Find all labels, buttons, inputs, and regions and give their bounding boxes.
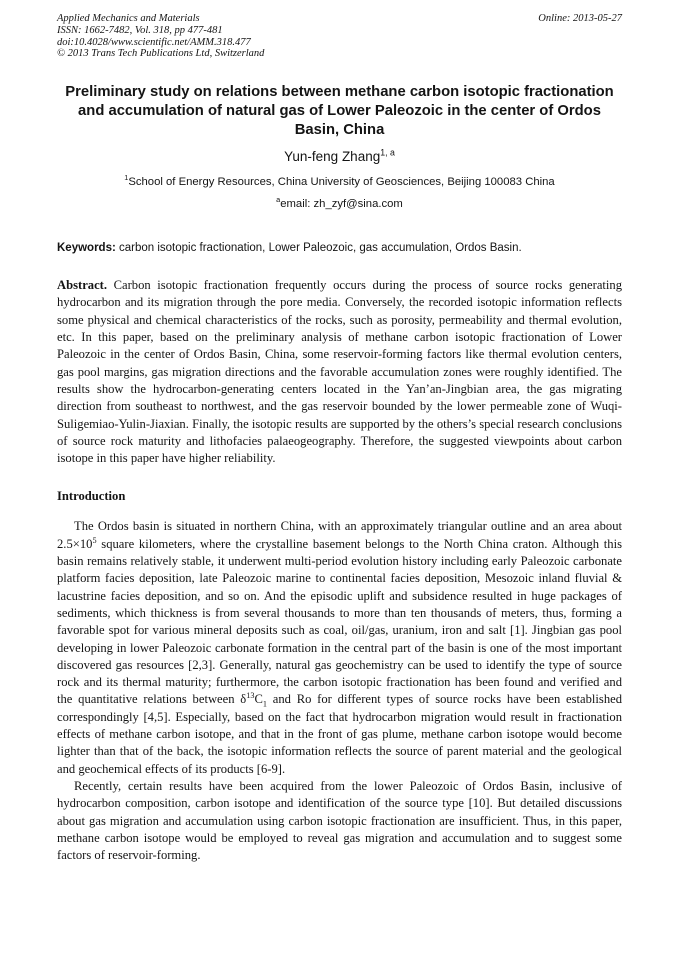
- author-line: [57, 148, 622, 165]
- email-text: email: zh_zyf@sina.com: [280, 198, 403, 211]
- issn-line: ISSN: 1662-7482, Vol. 318, pp 477-481: [57, 24, 223, 36]
- email-line: [57, 197, 622, 211]
- affiliation-text: School of Energy Resources, China University of Geosciences, Beijing 100083 China: [128, 176, 555, 189]
- intro-paragraph-1: The Ordos basin is situated in northern China, with an approximately triangular outline and an area about $2.5\times 10^5$ square kilometers, where the crystalline basement belongs to the North China craton. Although this basin remains relatively stable, it underwent multi-period evolution history including early Paleozoic carbonate platform facies deposition, late Paleozoic marine to continental facies deposition, Mesozoic inland fluvial & lacustrine facies deposition, and so on. And the episodic uplift and subsidence resulted in huge packages of sediments, which thickness is from several thousands to more than ten thousands of meters, thus, forming a favorable spot for various mineral deposits such as coal, oil/gas, uranium, iron and salt [1]. Jingbian gas pool developing in lower Paleozoic carbonate formation in the central part of the basin is one of the most important discovered gas resources [2,3]. Generally, natural gas geochemistry can be used to identify the type of source rock and its thermal maturity; furthermore, the carbon isotopic fractionation has been found and verified and the quantitative relations between $\delta^{13}C_1$ and Ro for different types of source rocks have been established correspondingly [4,5]. Especially, based on the fact that hydrocarbon migration would result in fractionation effects of methane carbon isotope, and that in the front of gas plume, methane carbon isotope would become lighter than that of the back, the isotopic information reflects the source of parent material and the geological and geochemical effects of its products [6-9].: [57, 519, 622, 776]
- journal-info: [57, 13, 264, 60]
- keywords-text: carbon isotopic fractionation, Lower Paleozoic, gas accumulation, Ordos Basin.: [115, 242, 522, 255]
- journal-header: [57, 13, 622, 60]
- author-footnote-marker: 1, a: [380, 147, 395, 158]
- journal-name: Applied Mechanics and Materials: [57, 13, 200, 24]
- abstract-text: Carbon isotopic fractionation frequently occurs during the process of source rocks generating hydrocarbon and its migration through the pore media. Conversely, the recorded isotopic information reflects some physical and chemical characteristics of the rocks, such as porosity, permeability and thermal evolution, etc. In this paper, based on the preliminary analysis of methane carbon isotopic fractionation of Lower Paleozoic in the center of Ordos Basin, China, some reservoir-forming factors like thermal evolution centers, gas pool margins, gas migration directions and the favorable accumulation zones were roughly identified. The results show the hydrocarbon-generating centers located in the Yan’an-Jingbian area, the gas migrating direction from southeast to northwest, and the gas reservoir bounded by the lower permeable zone of Wuqi-Suligemiao-Yulin-Jiaxian. Finally, the isotopic results are supported by the others’s special research conclusions of source rock maturity and lithofacies palaeogeography. Therefore, the suggested viewpoints about carbon isotope in this paper have higher reliability.: [57, 278, 622, 466]
- doi-line: doi:10.4028/www.scientific.net/AMM.318.477: [57, 36, 251, 48]
- copyright-line: © 2013 Trans Tech Publications Ltd, Switzerland: [57, 48, 265, 60]
- affiliation-footnote-marker: 1: [124, 173, 129, 183]
- keywords-label: Keywords:: [57, 242, 116, 255]
- introduction-heading: Introduction: [57, 489, 126, 504]
- email-footnote-marker: a: [276, 195, 281, 205]
- abstract-label: Abstract.: [57, 278, 108, 293]
- intro-paragraph-2: Recently, certain results have been acquired from the lower Paleozoic of Ordos Basin, inclusive of hydrocarbon composition, carbon isotope and identification of the source type [10]. But detailed discussions about gas migration and accumulation using carbon isotopic fractionation are insufficient. Thus, in this paper, methane carbon isotope would be employed to reveal gas migration and accumulation and to suggest some factors of reservoir-forming.: [57, 778, 622, 863]
- affiliation-line: [57, 175, 622, 189]
- keywords-line: [57, 241, 622, 256]
- abstract-paragraph: [57, 277, 622, 467]
- online-date: Online: 2013-05-27: [538, 13, 622, 24]
- author-name: Yun-feng Zhang: [284, 149, 381, 165]
- paper-title: Preliminary study on relations between methane carbon isotopic fractionation and accumulation of natural gas of Lower Paleozoic in the center of Ordos Basin, China: [65, 84, 614, 139]
